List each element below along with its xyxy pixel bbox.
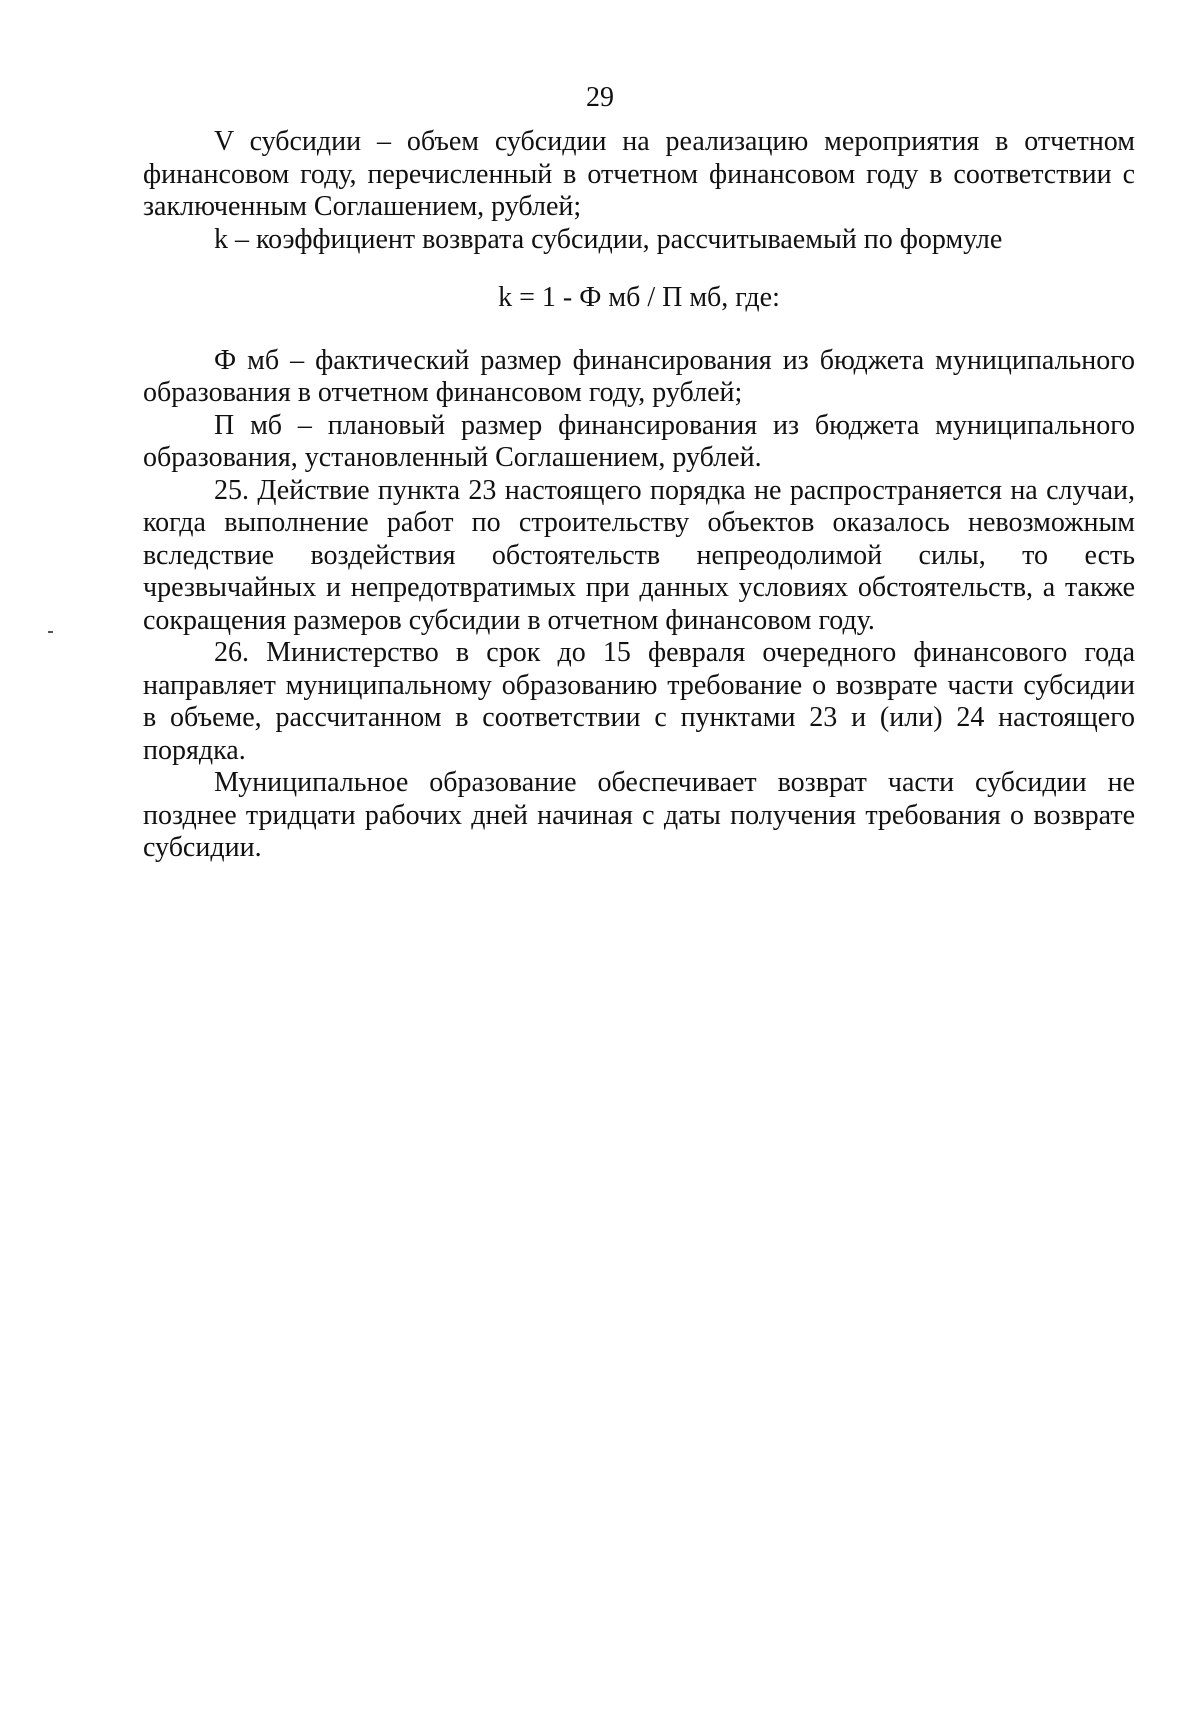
formula: k = 1 - Ф мб / П мб, где:: [498, 282, 780, 313]
paragraph-f-mb-definition: Ф мб – фактический размер финансирования из бюджета муниципального образования в отчетном финансовом году, рублей;: [143, 344, 1135, 408]
paragraph-v-subsidy: V субсидии – объем субсидии на реализацию мероприятия в отчетном финансовом году, перечисленный в отчетном финансовом году в соответствии с заключенным Соглашением, рублей;: [143, 126, 1135, 222]
paragraph-item-25: 25. Действие пункта 23 настоящего порядка не распространяется на случаи, когда выполнение работ по строительству объектов оказалось невозможным вследствие воздействия обстоятельств непреодолимой силы, то есть чрезвычайных и непредотвратимых при данных условиях обстоятельств, а также сокращения размеров субсидии в отчетном финансовом году.: [143, 474, 1135, 636]
paragraph-p-mb-definition: П мб – плановый размер финансирования из бюджета муниципального образования, установленный Соглашением, рублей.: [143, 409, 1135, 473]
paragraph-k-coefficient: k – коэффициент возврата субсидии, рассчитываемый по формуле: [214, 223, 1003, 255]
paragraph-item-26: 26. Министерство в срок до 15 февраля очередного финансового года направляет муниципальному образованию требование о возврате части субсидии в объеме, рассчитанном в соответствии с пунктами 23 и (или) 24 настоящего порядка.: [143, 637, 1135, 766]
scan-edge-mark: [48, 631, 53, 633]
document-body: [143, 126, 1135, 865]
paragraph-return-deadline: Муниципальное образование обеспечивает возврат части субсидии не позднее тридцати рабочих дней начиная с даты получения требования о возврате субсидии.: [143, 767, 1135, 863]
page-number: 29: [586, 82, 614, 113]
